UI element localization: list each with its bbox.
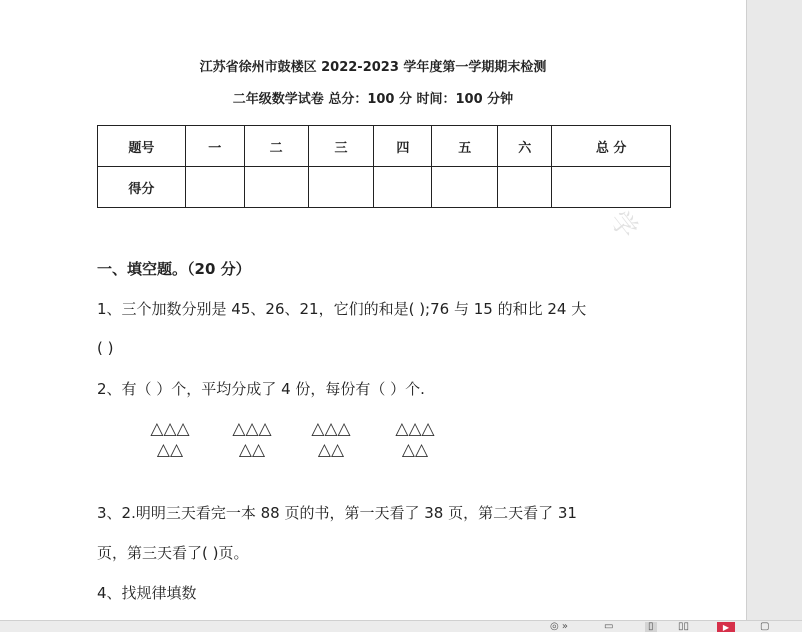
question-1-line-1: 1、三个加数分别是 45、26、21，它们的和是( );76 与 15 的和比 24 大 (97, 300, 587, 318)
triangle-row: △△ (238, 440, 266, 460)
table-cell: 四 (374, 126, 432, 167)
table-cell-empty (308, 167, 374, 208)
table-cell: 二 (244, 126, 308, 167)
section-title: 一、填空题。（20 分） (97, 260, 251, 278)
triangle-group (302, 419, 360, 461)
triangle-row: △△△ (150, 419, 190, 439)
table-cell: 三 (308, 126, 374, 167)
question-2: 2、有（ ）个，平均分成了 4 份，每份有（ ）个. (97, 380, 425, 398)
triangle-row: △△ (156, 440, 184, 460)
table-cell-empty (498, 167, 552, 208)
triangle-group (223, 419, 281, 461)
question-3-line-1: 3、2.明明三天看完一本 88 页的书，第一天看了 38 页，第二天看了 31 (97, 504, 577, 522)
triangle-row: △△△ (311, 419, 351, 439)
question-1-line-2: ( ) (97, 339, 114, 357)
triangle-row: △△△ (395, 419, 435, 439)
table-cell: 总 分 (552, 126, 671, 167)
triangle-group (141, 419, 199, 461)
triangle-row: △△ (317, 440, 345, 460)
viewer-background (746, 0, 802, 620)
status-bar (0, 620, 802, 632)
page-layout-icon[interactable]: ▭ (604, 621, 614, 632)
table-cell-empty (374, 167, 432, 208)
two-page-icon[interactable]: ▯▯ (678, 621, 690, 632)
table-cell-empty (185, 167, 244, 208)
exam-title: 江苏省徐州市鼓楼区 2022-2023 学年度第一学期期末检测 (199, 60, 547, 75)
question-3-line-2: 页，第三天看了( )页。 (97, 544, 249, 562)
table-cell: 六 (498, 126, 552, 167)
fit-icon[interactable]: ▢ (760, 621, 770, 632)
table-cell: 得分 (98, 167, 186, 208)
table-cell: 一 (185, 126, 244, 167)
score-table-score-row (98, 167, 671, 208)
score-table (97, 125, 671, 208)
watermark: 学 (603, 205, 643, 245)
triangle-row: △△△ (232, 419, 272, 439)
table-cell: 五 (432, 126, 498, 167)
settings-icon[interactable]: ◎ » (550, 621, 569, 632)
table-cell-empty (244, 167, 308, 208)
table-cell-empty (432, 167, 498, 208)
question-4: 4、找规律填数 (97, 584, 197, 602)
exam-subtitle: 二年级数学试卷 总分：100 分 时间：100 分钟 (232, 92, 514, 107)
table-cell: 题号 (98, 126, 186, 167)
play-icon[interactable]: ▶ (717, 622, 735, 632)
table-cell-empty (552, 167, 671, 208)
single-page-icon[interactable]: ▯ (645, 622, 657, 632)
triangle-row: △△ (401, 440, 429, 460)
triangle-group (386, 419, 444, 461)
score-table-header-row (98, 126, 671, 167)
